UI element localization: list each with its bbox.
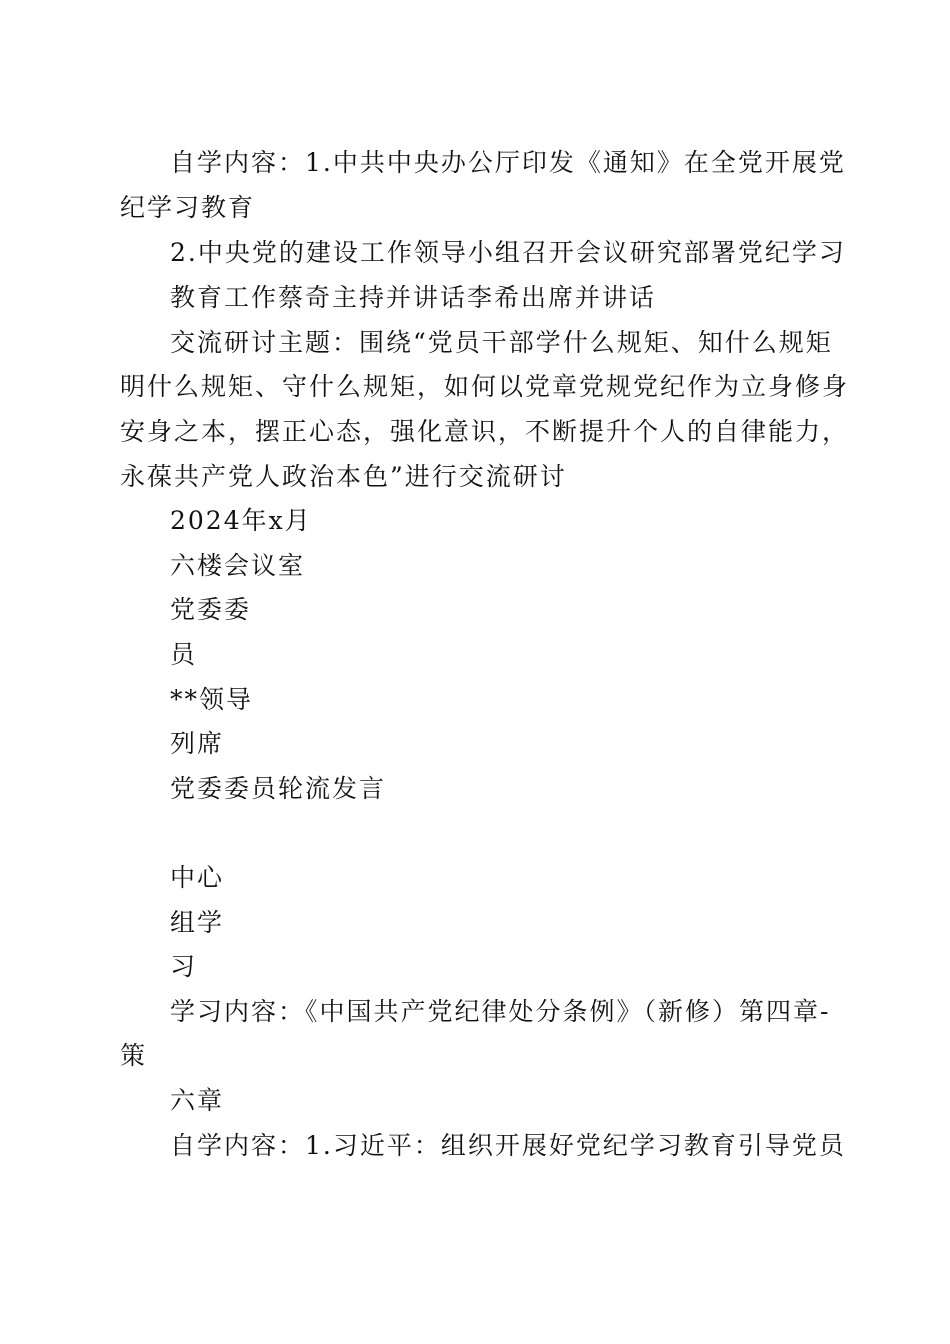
study-content-line-2: 策 <box>120 1041 148 1070</box>
meeting-location: 六楼会议室 <box>170 551 306 580</box>
discussion-topic-line-4: 永葆共产党人政治本色”进行交流研讨 <box>120 462 567 491</box>
discussion-topic-line-3: 安身之本，摆正心态，强化意识，不断提升个人的自律能力， <box>120 417 850 446</box>
study-content-line-3: 六章 <box>170 1086 225 1115</box>
self-study-item-2-line-1: 2.中央党的建设工作领导小组召开会议研究部署党纪学习 <box>170 238 846 267</box>
attendees-line-1: 党委委 <box>170 595 252 624</box>
format-line: 党委委员轮流发言 <box>170 774 387 803</box>
section-label-line-2: 组学 <box>170 908 225 937</box>
section-label-line-1: 中心 <box>170 863 225 892</box>
discussion-topic-line-2: 明什么规矩、守什么规矩，如何以党章党规党纪作为立身修身 <box>120 372 850 401</box>
self-study-content-2-line-1: 自学内容：1.习近平：组织开展好党纪学习教育引导党员 <box>170 1131 846 1160</box>
meeting-date: 2024年x月 <box>170 506 312 535</box>
self-study-content-line-1: 自学内容：1.中共中央办公厅印发《通知》在全党开展党 <box>170 148 846 177</box>
discussion-topic-line-1: 交流研讨主题：围绕“党员干部学什么规矩、知什么规矩 <box>170 328 833 357</box>
observers-line-2: 列席 <box>170 729 225 758</box>
observers-line-1: **领导 <box>170 685 254 714</box>
study-content-line-1: 学习内容：《中国共产党纪律处分条例》（新修）第四章- <box>170 997 831 1026</box>
self-study-content-line-2: 纪学习教育 <box>120 193 256 222</box>
attendees-line-2: 员 <box>170 640 198 669</box>
section-label-line-3: 习 <box>170 952 198 981</box>
self-study-item-2-line-2: 教育工作蔡奇主持并讲话李希出席并讲话 <box>170 283 657 312</box>
